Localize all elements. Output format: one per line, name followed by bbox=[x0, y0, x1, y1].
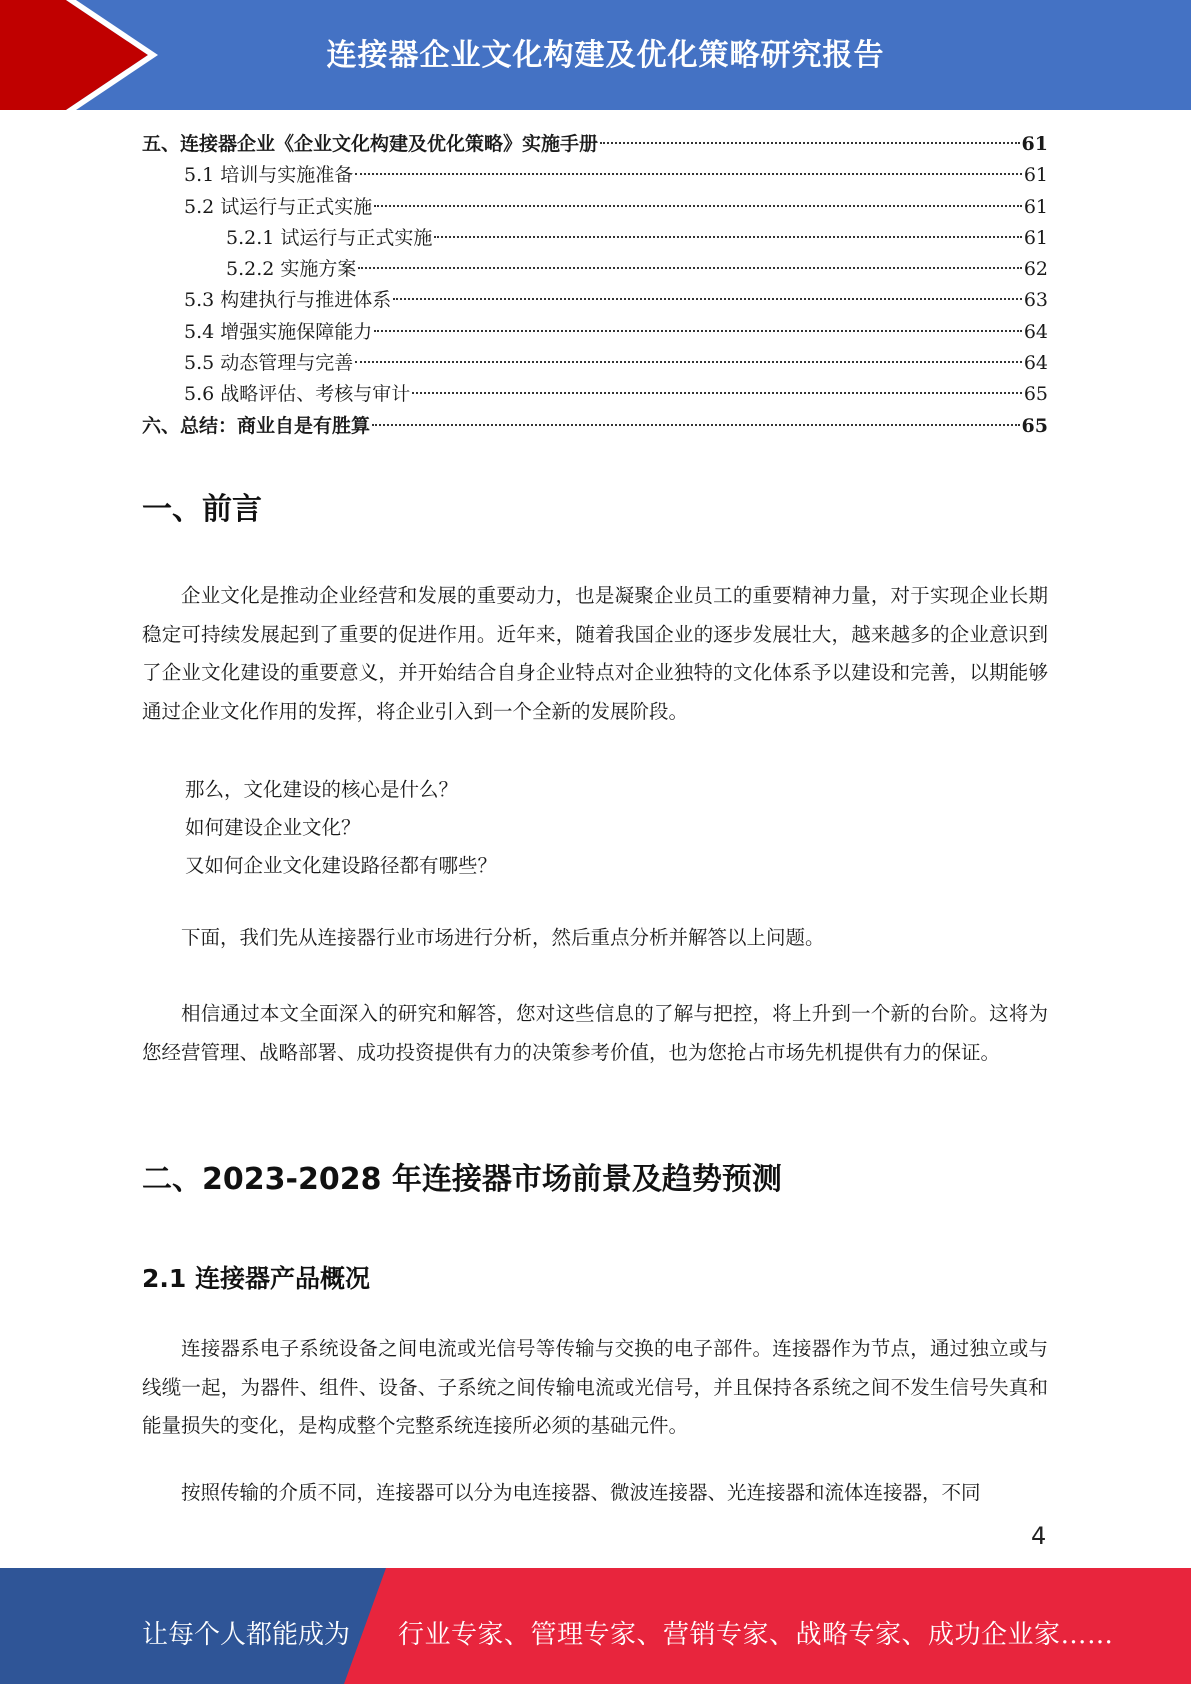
toc-entry[interactable] bbox=[142, 192, 1048, 223]
toc-entry-label: 5.6 战略评估、考核与审计 bbox=[184, 383, 411, 406]
toc-dot-leader bbox=[600, 142, 1020, 144]
toc-dot-leader bbox=[355, 361, 1022, 363]
toc-entry-page: 64 bbox=[1023, 320, 1048, 343]
toc-entry-page: 62 bbox=[1023, 258, 1048, 281]
toc-entry-label: 5.2.2 实施方案 bbox=[226, 258, 357, 281]
toc-entry[interactable] bbox=[142, 411, 1048, 442]
toc-entry[interactable] bbox=[142, 317, 1048, 348]
toc-entry[interactable] bbox=[142, 379, 1048, 410]
toc-dot-leader bbox=[358, 267, 1021, 269]
toc-entry[interactable] bbox=[142, 223, 1048, 254]
toc-dot-leader bbox=[412, 392, 1022, 394]
toc-entry-label: 5.4 增强实施保障能力 bbox=[184, 320, 373, 343]
toc-dot-leader bbox=[393, 298, 1022, 300]
toc-entry-page: 61 bbox=[1023, 164, 1048, 187]
paragraph: 相信通过本文全面深入的研究和解答，您对这些信息的了解与把控，将上升到一个新的台阶。这将为您经营管理、战略部署、成功投资提供有力的决策参考价值，也为您抢占市场先机提供有力的保证。 bbox=[142, 1002, 1048, 1064]
footer-slogan-right: 行业专家、管理专家、营销专家、战略专家、成功企业家…… bbox=[398, 1620, 1114, 1650]
toc-dot-leader bbox=[374, 205, 1022, 207]
toc-entry-page: 61 bbox=[1023, 226, 1048, 249]
toc-entry-page: 63 bbox=[1023, 289, 1048, 312]
paragraph: 按照传输的介质不同，连接器可以分为电连接器、微波连接器、光连接器和流体连接器，不同 bbox=[181, 1481, 981, 1504]
toc-entry-label: 5.5 动态管理与完善 bbox=[184, 352, 354, 375]
page-footer bbox=[0, 1568, 1191, 1684]
toc-dot-leader bbox=[372, 424, 1020, 426]
paragraph: 连接器系电子系统设备之间电流或光信号等传输与交换的电子部件。连接器作为节点，通过独立或与线缆一起，为器件、组件、设备、子系统之间传输电流或光信号，并且保持各系统之间不发生信号失真和能量损失的变化，是构成整个完整系统连接所必须的基础元件。 bbox=[142, 1337, 1048, 1437]
toc-entry-page: 61 bbox=[1023, 195, 1048, 218]
table-of-contents bbox=[142, 129, 1048, 442]
toc-dot-leader bbox=[434, 236, 1021, 238]
paragraph: 企业文化是推动企业经营和发展的重要动力，也是凝聚企业员工的重要精神力量，对于实现企业长期稳定可持续发展起到了重要的促进作用。近年来，随着我国企业的逐步发展壮大，越来越多的企业意识到了企业文化建设的重要意义，并开始结合自身企业特点对企业独特的文化体系予以建设和完善，以期能够通过企业文化作用的发挥，将企业引入到一个全新的发展阶段。 bbox=[142, 584, 1048, 723]
toc-entry-label: 5.2.1 试运行与正式实施 bbox=[226, 226, 433, 249]
toc-entry-label: 五、连接器企业《企业文化构建及优化策略》实施手册 bbox=[142, 133, 599, 155]
toc-entry-label: 5.1 培训与实施准备 bbox=[184, 164, 354, 187]
toc-entry-label: 5.3 构建执行与推进体系 bbox=[184, 289, 392, 312]
page-header bbox=[0, 0, 1191, 110]
section-heading-preface: 一、前言 bbox=[142, 492, 262, 527]
toc-entry[interactable] bbox=[142, 254, 1048, 285]
toc-entry-page: 64 bbox=[1023, 352, 1048, 375]
question-line: 又如何企业文化建设路径都有哪些？ bbox=[185, 854, 498, 877]
toc-entry[interactable] bbox=[142, 129, 1048, 160]
toc-entry[interactable] bbox=[142, 160, 1048, 191]
toc-entry[interactable] bbox=[142, 285, 1048, 316]
toc-entry-page: 61 bbox=[1021, 133, 1048, 155]
toc-dot-leader bbox=[374, 330, 1022, 332]
toc-entry-page: 65 bbox=[1023, 383, 1048, 406]
page-number: 4 bbox=[1031, 1522, 1047, 1550]
toc-entry[interactable] bbox=[142, 348, 1048, 379]
paragraph: 下面，我们先从连接器行业市场进行分析，然后重点分析并解答以上问题。 bbox=[181, 926, 825, 949]
footer-slogan-left: 让每个人都能成为 bbox=[142, 1620, 351, 1650]
section-heading-market-forecast: 二、2023-2028 年连接器市场前景及趋势预测 bbox=[142, 1162, 782, 1197]
subsection-heading-product-overview: 2.1 连接器产品概况 bbox=[142, 1264, 370, 1293]
document-title: 连接器企业文化构建及优化策略研究报告 bbox=[326, 38, 885, 73]
question-line: 如何建设企业文化？ bbox=[185, 816, 361, 839]
toc-entry-label: 5.2 试运行与正式实施 bbox=[184, 195, 373, 218]
toc-entry-page: 65 bbox=[1021, 414, 1048, 437]
toc-dot-leader bbox=[355, 173, 1022, 175]
toc-entry-label: 六、总结：商业自是有胜算 bbox=[142, 414, 371, 437]
question-line: 那么，文化建设的核心是什么？ bbox=[185, 778, 459, 801]
